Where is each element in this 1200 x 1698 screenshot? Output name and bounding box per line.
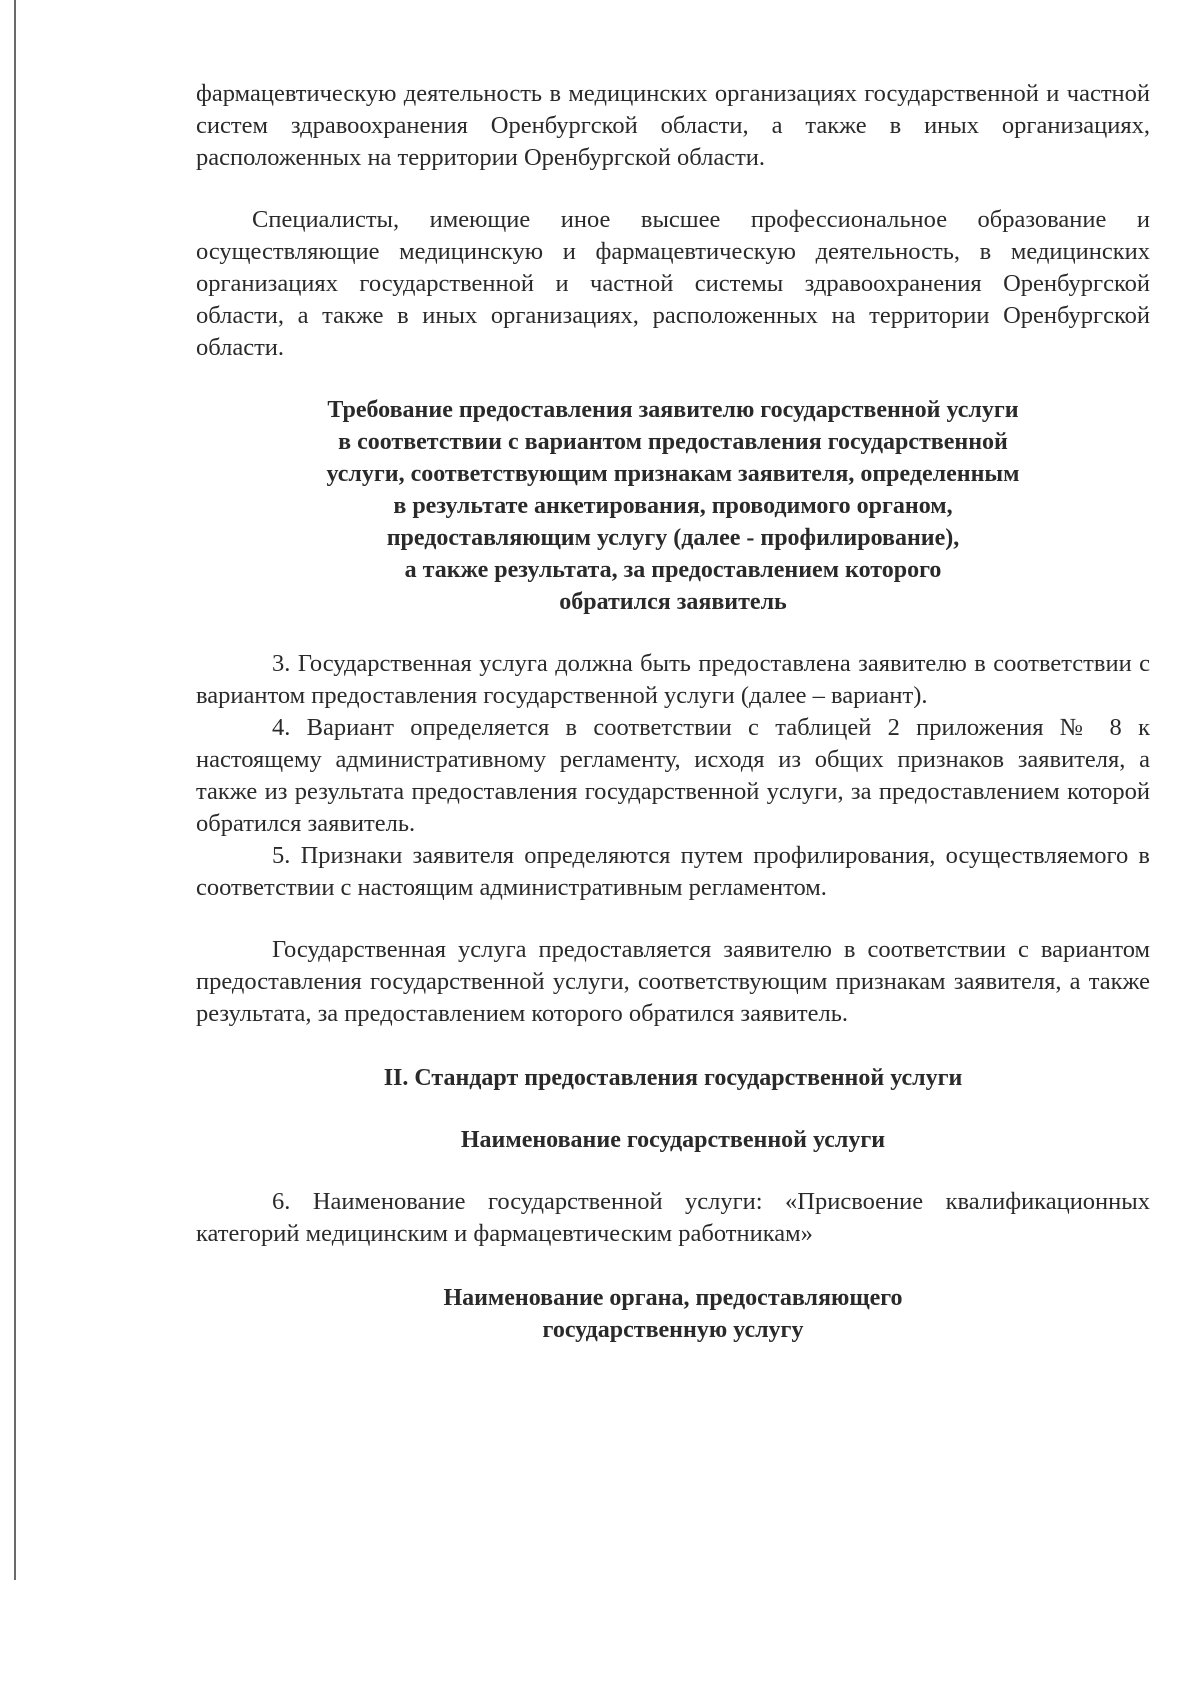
heading-requirement-line: предоставляющим услугу (далее - профилирование), [386,525,960,551]
heading-service-name: Наименование государственной услуги [460,1127,886,1153]
paragraph-5: 5. Признаки заявителя определяются путем профилирования, осуществляемого в соответствии с настоящим административным регламентом. [196,842,1150,901]
paragraph-4: 4. Вариант определяется в соответствии с таблицей 2 приложения № 8 к настоящему административному регламенту, исходя из общих признаков заявителя, а также из результата предоставления государственной услуги, за предоставлением которой обратился заявитель. [196,714,1150,837]
paragraph-6: 6. Наименование государственной услуги: «Присвоение квалификационных категорий медицинским и фармацевтическим работникам» [196,1188,1150,1247]
paragraph-3: 3. Государственная услуга должна быть предоставлена заявителю в соответствии с вариантом предоставления государственной услуги (далее – вариант). [196,650,1150,709]
paragraph-service: Государственная услуга предоставляется заявителю в соответствии с вариантом предоставления государственной услуги, соответствующим признакам заявителя, а также результата, за предоставлением которого обратился заявитель. [196,936,1150,1027]
document-page [196,78,1150,1346]
heading-requirement-line: в соответствии с вариантом предоставления государственной [338,429,1008,455]
heading-requirement-line: а также результата, за предоставлением которого [404,557,942,583]
heading-requirement [243,394,1103,618]
heading-requirement-line: в результате анкетирования, проводимого органом, [393,493,953,519]
heading-requirement-line: Требование предоставления заявителю государственной услуги [327,397,1019,423]
heading-section-2: II. Стандарт предоставления государственной услуги [383,1065,963,1091]
heading-body-line: государственную услугу [542,1317,804,1343]
paragraph-specialists: Специалисты, имеющие иное высшее профессиональное образование и осуществляющие медицинскую и фармацевтическую деятельность, в медицинских организациях государственной и частной системы здравоохранения Оренбургской области, а также в иных организациях, расположенных на территории Оренбургской области. [196,206,1150,361]
scan-border-line [14,0,16,1580]
heading-body-line: Наименование органа, предоставляющего [443,1285,903,1311]
paragraph-continuation: фармацевтическую деятельность в медицинских организациях государственной и частной систем здравоохранения Оренбургской области, а также в иных организациях, расположенных на территории Оренбургской области. [196,80,1150,171]
heading-requirement-line: обратился заявитель [559,589,787,615]
heading-requirement-line: услуги, соответствующим признакам заявителя, определенным [326,461,1020,487]
heading-body [393,1282,953,1346]
